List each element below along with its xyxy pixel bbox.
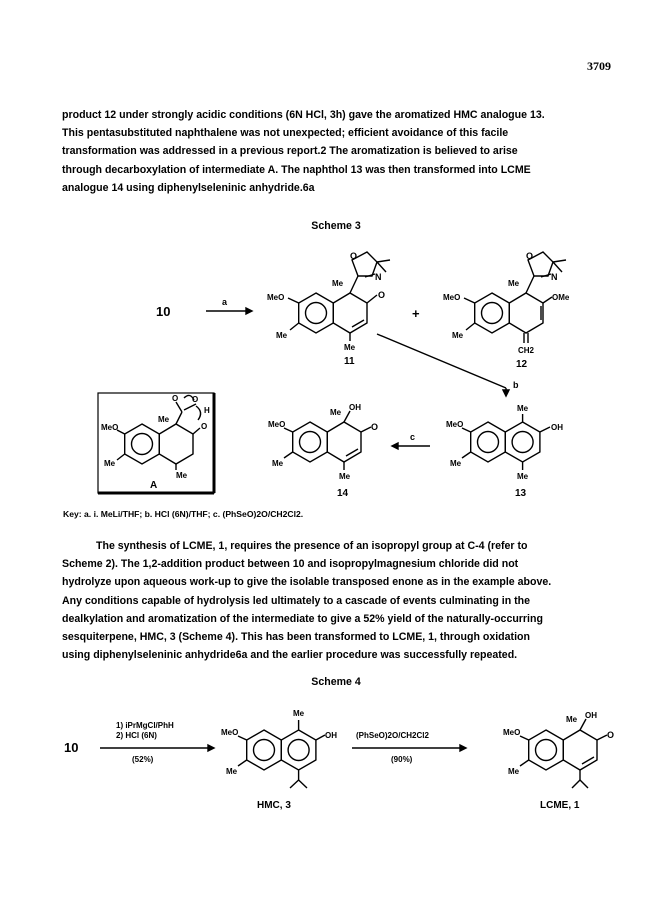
me-label: Me	[293, 709, 305, 718]
oh-label: OH	[585, 711, 597, 720]
step-1-yield: (52%)	[132, 755, 154, 764]
step-2-yield: (90%)	[391, 755, 413, 764]
me-label: Me	[344, 343, 356, 352]
scheme-4-title: Scheme 4	[311, 676, 361, 688]
text-line: transformation was addressed in a previous report.2 The aromatization is believed to arise	[62, 145, 518, 158]
o-label: O	[192, 395, 199, 404]
meo-label: MeO	[267, 293, 285, 302]
meo-label: MeO	[101, 423, 119, 432]
product-lcme-label: LCME, 1	[540, 800, 580, 811]
ome-label: OMe	[552, 293, 570, 302]
text-line: The synthesis of LCME, 1, requires the presence of an isopropyl group at C-4 (refer to	[96, 540, 528, 552]
me-label: Me	[272, 459, 284, 468]
meo-label: MeO	[268, 420, 286, 429]
compound-14-label: 14	[337, 488, 349, 499]
me-label: Me	[452, 331, 464, 340]
me-label: Me	[517, 472, 529, 481]
reagent-b: b	[513, 380, 519, 390]
me-label: Me	[330, 408, 342, 417]
text-line: hydrolyze upon aqueous work-up to give the isolable transposed enone as in the example above.	[62, 576, 552, 589]
me-label: Me	[508, 767, 520, 776]
step-2-reagent: (PhSeO)2O/CH2Cl2	[356, 731, 429, 740]
intermediate-a-structure	[98, 393, 214, 493]
scheme-3-diagram	[0, 238, 672, 508]
step-1-reagent-1: 1) iPrMgCl/PhH	[116, 721, 174, 730]
me-label: Me	[104, 459, 116, 468]
h-label: H	[204, 406, 210, 415]
o-label: O	[172, 394, 179, 403]
o-label: O	[371, 422, 379, 432]
reagent-a: a	[222, 297, 228, 307]
compound-14-structure	[268, 403, 378, 499]
o-label: O	[201, 422, 208, 431]
me-label: Me	[332, 279, 344, 288]
start-compound-10: 10	[64, 740, 79, 755]
text-line: product 12 under strongly acidic conditions (6N HCl, 3h) gave the aromatized HMC analogue 13.	[62, 109, 545, 121]
text-line: Any conditions capable of hydrolysis led ultimately to a cascade of events culminating in the	[62, 594, 530, 607]
scheme-4-diagram	[0, 694, 672, 824]
o-label: O	[350, 251, 358, 261]
compound-13-label: 13	[515, 488, 527, 499]
hmc-structure	[221, 709, 337, 811]
scheme-3-title: Scheme 3	[311, 220, 361, 232]
meo-label: MeO	[443, 293, 461, 302]
me-label: Me	[276, 331, 288, 340]
n-label: N	[375, 272, 382, 282]
paragraph-1	[62, 106, 610, 197]
meo-label: MeO	[503, 728, 521, 737]
oh-label: OH	[551, 423, 563, 432]
text-line: through decarboxylation of intermediate A. The naphthol 13 was then transformed into LCME	[62, 163, 531, 176]
oh-label: OH	[349, 403, 361, 412]
meo-label: MeO	[446, 420, 464, 429]
me-label: Me	[566, 715, 578, 724]
o-label: O	[526, 251, 534, 261]
text-line: using diphenylseleninic anhydride6a and the earlier procedure was successfully repeated.	[62, 649, 518, 662]
me-label: Me	[450, 459, 462, 468]
paragraph-2	[62, 537, 610, 664]
compound-11-label: 11	[344, 356, 355, 367]
me-label: Me	[226, 767, 238, 776]
step-1-reagent-2: 2) HCl (6N)	[116, 731, 157, 740]
me-label: Me	[176, 471, 188, 480]
me-label: Me	[339, 472, 351, 481]
start-compound-10: 10	[156, 304, 171, 319]
compound-12-label: 12	[516, 359, 528, 370]
compound-12-structure	[443, 251, 570, 370]
text-line: sesquiterpene, HMC, 3 (Scheme 4). This has been transformed to LCME, 1, through oxidation	[62, 631, 530, 644]
intermediate-a-label: A	[150, 480, 158, 491]
me-label: Me	[517, 404, 529, 413]
oh-label: OH	[325, 731, 337, 740]
me-label: Me	[158, 415, 170, 424]
text-line: dealkylation and aromatization of the intermediate to give a 52% yield of the naturally-occurring	[62, 612, 543, 625]
lcme-structure	[503, 711, 614, 811]
me-label: Me	[508, 279, 520, 288]
scheme-3-key: Key: a. i. MeLi/THF; b. HCl (6N)/THF; c. (PhSeO)2O/CH2Cl2.	[63, 509, 304, 519]
meo-label: MeO	[221, 728, 239, 737]
o-label: O	[607, 730, 615, 740]
o-label: O	[378, 290, 386, 300]
n-label: N	[551, 272, 558, 282]
product-hmc-label: HMC, 3	[257, 800, 291, 811]
plus-sign: +	[412, 306, 420, 321]
compound-13-structure	[446, 404, 563, 499]
ch2-label: CH2	[518, 346, 535, 355]
reagent-c: c	[410, 432, 416, 442]
text-line: analogue 14 using diphenylseleninic anhydride.6a	[62, 181, 315, 194]
page-number: 3709	[587, 59, 611, 73]
text-line: Scheme 2). The 1,2-addition product between 10 and isopropylmagnesium chloride did not	[62, 558, 519, 571]
text-line: This pentasubstituted naphthalene was not unexpected; efficient avoidance of this facile	[62, 127, 509, 140]
compound-11-structure	[267, 251, 390, 367]
